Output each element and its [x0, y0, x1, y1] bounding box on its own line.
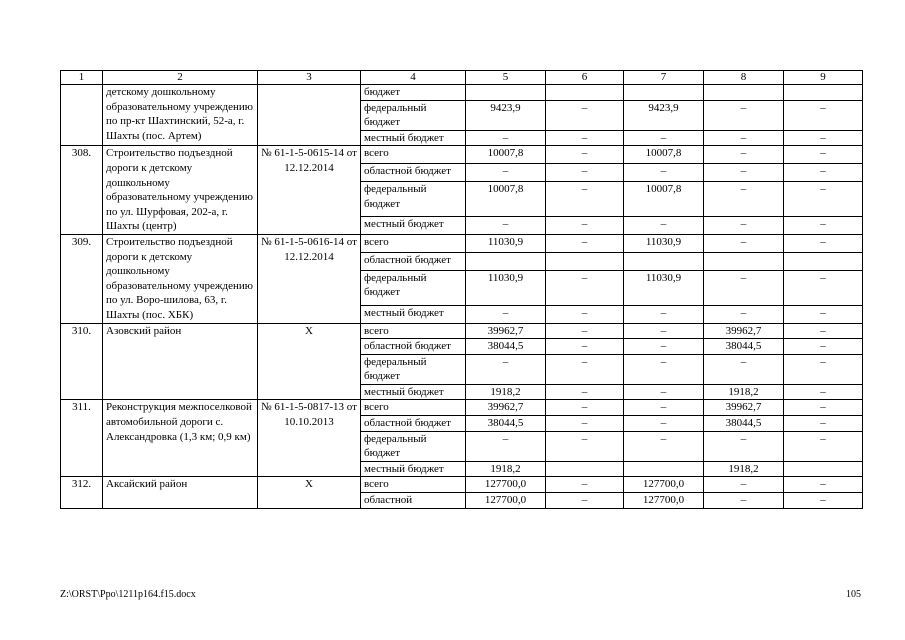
- value-cell: –: [784, 384, 863, 400]
- value-cell: 9423,9: [466, 100, 546, 130]
- value-cell: 10007,8: [624, 146, 704, 164]
- value-cell: –: [624, 416, 704, 432]
- value-cell: –: [546, 234, 624, 252]
- value-cell: –: [546, 477, 624, 493]
- value-cell: –: [704, 354, 784, 384]
- value-cell: –: [784, 234, 863, 252]
- funding-source: местный бюджет: [361, 305, 466, 323]
- funding-source: областной бюджет: [361, 416, 466, 432]
- page-number: 105: [846, 589, 861, 600]
- value-cell: –: [704, 270, 784, 305]
- value-cell: –: [704, 477, 784, 493]
- table-row: [61, 400, 863, 416]
- value-cell: 11030,9: [624, 270, 704, 305]
- value-cell: –: [704, 493, 784, 509]
- value-cell: [624, 461, 704, 477]
- resolution-cell: № 61-1-5-0615-14 от 12.12.2014: [258, 146, 361, 235]
- header-row: [61, 71, 863, 85]
- value-cell: –: [546, 130, 624, 146]
- value-cell: 11030,9: [624, 234, 704, 252]
- value-cell: –: [784, 100, 863, 130]
- value-cell: –: [704, 164, 784, 182]
- value-cell: –: [546, 339, 624, 355]
- column-header: 1: [61, 71, 103, 85]
- value-cell: 38044,5: [704, 339, 784, 355]
- value-cell: –: [546, 400, 624, 416]
- value-cell: 38044,5: [466, 416, 546, 432]
- row-number: 311.: [61, 400, 103, 477]
- value-cell: –: [784, 164, 863, 182]
- funding-source: федеральный бюджет: [361, 270, 466, 305]
- value-cell: –: [704, 305, 784, 323]
- value-cell: –: [704, 216, 784, 234]
- row-number: 309.: [61, 234, 103, 323]
- value-cell: –: [546, 323, 624, 339]
- value-cell: 38044,5: [704, 416, 784, 432]
- column-header: 3: [258, 71, 361, 85]
- value-cell: –: [546, 216, 624, 234]
- value-cell: [546, 252, 624, 270]
- value-cell: –: [466, 164, 546, 182]
- value-cell: –: [784, 354, 863, 384]
- value-cell: [784, 461, 863, 477]
- value-cell: [546, 85, 624, 101]
- value-cell: 127700,0: [624, 477, 704, 493]
- row-number: 310.: [61, 323, 103, 400]
- value-cell: –: [546, 270, 624, 305]
- value-cell: –: [784, 431, 863, 461]
- funding-source: местный бюджет: [361, 130, 466, 146]
- value-cell: –: [546, 493, 624, 509]
- funding-source: федеральный бюджет: [361, 100, 466, 130]
- value-cell: –: [624, 164, 704, 182]
- value-cell: –: [704, 234, 784, 252]
- value-cell: 11030,9: [466, 234, 546, 252]
- funding-source: всего: [361, 400, 466, 416]
- value-cell: –: [704, 182, 784, 217]
- value-cell: –: [704, 100, 784, 130]
- value-cell: –: [624, 431, 704, 461]
- resolution-cell: Х: [258, 477, 361, 508]
- funding-source: федеральный бюджет: [361, 354, 466, 384]
- value-cell: 1918,2: [704, 461, 784, 477]
- resolution-cell: № 61-1-5-0817-13 от 10.10.2013: [258, 400, 361, 477]
- value-cell: 1918,2: [704, 384, 784, 400]
- value-cell: –: [704, 130, 784, 146]
- funding-source: всего: [361, 146, 466, 164]
- funding-source: федеральный бюджет: [361, 182, 466, 217]
- file-path: Z:\ORST\Ppo\1211p164.f15.docx: [60, 589, 196, 600]
- value-cell: 1918,2: [466, 461, 546, 477]
- object-description: Строительство подъездной дороги к детскому дошкольному образовательному учреждению по ул. Шурфовая, 202-а, г. Шахты (центр): [103, 146, 258, 235]
- value-cell: [624, 252, 704, 270]
- funding-source: областной бюджет: [361, 252, 466, 270]
- value-cell: 10007,8: [624, 182, 704, 217]
- value-cell: –: [546, 100, 624, 130]
- column-header: 4: [361, 71, 466, 85]
- resolution-cell: Х: [258, 323, 361, 400]
- funding-source: всего: [361, 477, 466, 493]
- funding-source: всего: [361, 234, 466, 252]
- value-cell: –: [784, 323, 863, 339]
- value-cell: –: [546, 431, 624, 461]
- value-cell: [466, 85, 546, 101]
- value-cell: –: [784, 130, 863, 146]
- row-number: 312.: [61, 477, 103, 508]
- value-cell: –: [784, 400, 863, 416]
- value-cell: –: [784, 493, 863, 509]
- object-description: Азовский район: [103, 323, 258, 400]
- funding-source: местный бюджет: [361, 461, 466, 477]
- value-cell: –: [624, 216, 704, 234]
- value-cell: –: [624, 400, 704, 416]
- object-description: Строительство подъездной дороги к детскому дошкольному образовательному учреждению по ул. Воро-шилова, 63, г. Шахты (пос. ХБК): [103, 234, 258, 323]
- object-description: Аксайский район: [103, 477, 258, 508]
- value-cell: [704, 85, 784, 101]
- column-header: 7: [624, 71, 704, 85]
- column-header: 6: [546, 71, 624, 85]
- value-cell: –: [546, 146, 624, 164]
- value-cell: –: [784, 270, 863, 305]
- value-cell: 9423,9: [624, 100, 704, 130]
- table-row: [61, 85, 863, 101]
- value-cell: –: [546, 354, 624, 384]
- column-header: 9: [784, 71, 863, 85]
- value-cell: –: [784, 182, 863, 217]
- value-cell: –: [546, 416, 624, 432]
- funding-source: областной бюджет: [361, 339, 466, 355]
- funding-source: областной бюджет: [361, 164, 466, 182]
- object-description: Реконструкция межпоселковой автомобильной дороги с. Александровка (1,3 км; 0,9 км): [103, 400, 258, 477]
- value-cell: 38044,5: [466, 339, 546, 355]
- value-cell: 11030,9: [466, 270, 546, 305]
- column-header: 2: [103, 71, 258, 85]
- value-cell: –: [466, 305, 546, 323]
- value-cell: –: [784, 416, 863, 432]
- budget-table-page: [60, 70, 862, 509]
- value-cell: 39962,7: [704, 323, 784, 339]
- value-cell: –: [546, 182, 624, 217]
- value-cell: –: [466, 216, 546, 234]
- budget-table: [60, 70, 863, 509]
- column-header: 5: [466, 71, 546, 85]
- value-cell: –: [624, 323, 704, 339]
- value-cell: 127700,0: [466, 477, 546, 493]
- row-number: [61, 85, 103, 146]
- value-cell: –: [624, 384, 704, 400]
- value-cell: 39962,7: [466, 323, 546, 339]
- table-row: [61, 323, 863, 339]
- value-cell: –: [546, 305, 624, 323]
- resolution-cell: [258, 85, 361, 146]
- value-cell: 10007,8: [466, 146, 546, 164]
- value-cell: [784, 252, 863, 270]
- value-cell: 39962,7: [466, 400, 546, 416]
- value-cell: –: [546, 164, 624, 182]
- value-cell: [466, 252, 546, 270]
- value-cell: [784, 85, 863, 101]
- table-row: [61, 146, 863, 164]
- value-cell: 127700,0: [466, 493, 546, 509]
- value-cell: –: [624, 354, 704, 384]
- funding-source: местный бюджет: [361, 216, 466, 234]
- value-cell: –: [704, 431, 784, 461]
- value-cell: –: [466, 354, 546, 384]
- value-cell: –: [784, 477, 863, 493]
- table-row: [61, 477, 863, 493]
- value-cell: –: [624, 305, 704, 323]
- value-cell: –: [624, 339, 704, 355]
- value-cell: –: [624, 130, 704, 146]
- value-cell: 1918,2: [466, 384, 546, 400]
- object-description: детскому дошкольному образовательному учреждению по пр-кт Шахтинский, 52-а, г. Шахты (пос. Артем): [103, 85, 258, 146]
- funding-source: местный бюджет: [361, 384, 466, 400]
- funding-source: бюджет: [361, 85, 466, 101]
- column-header: 8: [704, 71, 784, 85]
- value-cell: [704, 252, 784, 270]
- value-cell: 39962,7: [704, 400, 784, 416]
- value-cell: –: [466, 130, 546, 146]
- value-cell: –: [466, 431, 546, 461]
- value-cell: –: [784, 305, 863, 323]
- value-cell: –: [704, 146, 784, 164]
- value-cell: 127700,0: [624, 493, 704, 509]
- row-number: 308.: [61, 146, 103, 235]
- value-cell: –: [784, 339, 863, 355]
- funding-source: всего: [361, 323, 466, 339]
- funding-source: федеральный бюджет: [361, 431, 466, 461]
- table-row: [61, 234, 863, 252]
- value-cell: [624, 85, 704, 101]
- value-cell: –: [546, 384, 624, 400]
- value-cell: 10007,8: [466, 182, 546, 217]
- resolution-cell: № 61-1-5-0616-14 от 12.12.2014: [258, 234, 361, 323]
- value-cell: –: [784, 146, 863, 164]
- value-cell: –: [784, 216, 863, 234]
- value-cell: [546, 461, 624, 477]
- funding-source: областной: [361, 493, 466, 509]
